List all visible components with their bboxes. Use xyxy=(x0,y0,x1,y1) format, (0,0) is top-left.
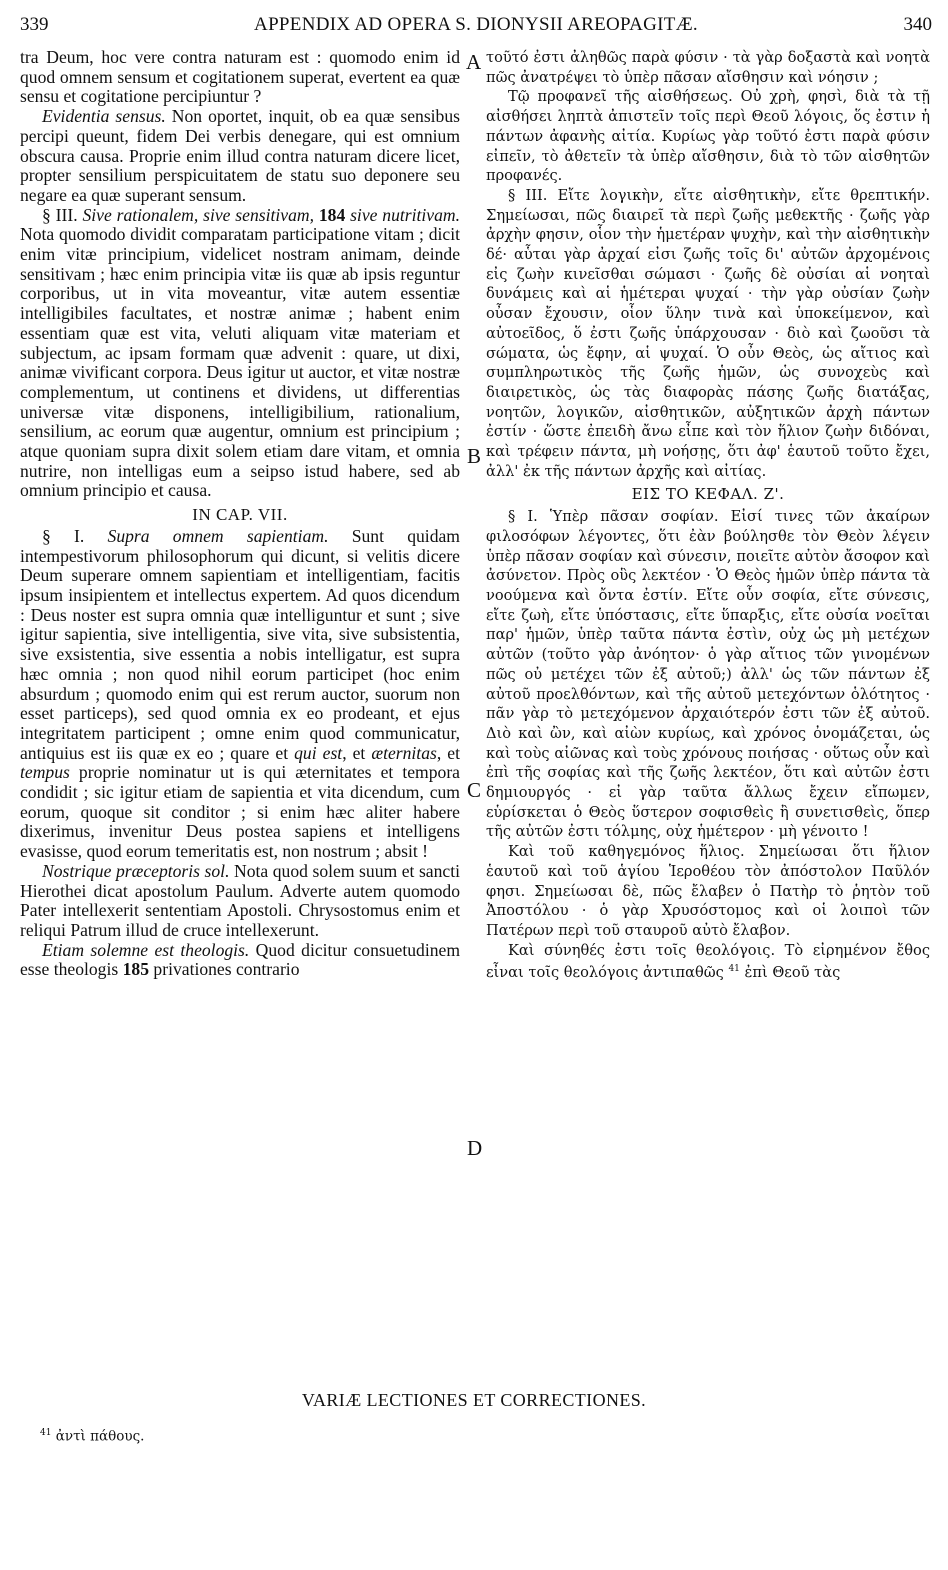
lemma: Supra omnem sapientiam. xyxy=(107,525,329,546)
latin-paragraph: Etiam solemne est theologis. Quod dicitur consuetudinem esse theologis 185 privationes contrario xyxy=(20,939,460,980)
footnote xyxy=(40,1428,144,1445)
page-number-left: 339 xyxy=(20,14,49,35)
latin-column xyxy=(20,48,460,980)
footnote-ref: 41 xyxy=(728,964,740,975)
greek-column xyxy=(486,48,930,983)
lemma: Evidentia sensus. xyxy=(42,106,166,127)
margin-letter-b: B xyxy=(467,444,482,468)
greek-paragraph: τοῦτό ἐστι ἀληθῶς παρὰ φύσιν · τὰ γὰρ δοξαστὰ καὶ νοητὰ πῶς ἀνατρέψει τὸ ὑπὲρ πᾶσαν αἴσθησιν καὶ νόησιν ; xyxy=(486,49,930,86)
greek-paragraph: § III. Εἴτε λογικὴν, εἴτε αἰσθητικὴν, εἴτε θρεπτικήν. Σημείωσαι, πῶς διαιρεῖ τὰ περὶ ζωῆς μεθεκτῆς · ζωῆς γὰρ ἀρχὴν φησιν, οἷον τὴν ἡμετέραν ψυχὴν, καὶ τὴν αἰσθητικὴν δέ· αὗται γὰρ ἀρχαί εἰσι ζωῆς τοῖς δι' αὐτῶν ἀρχομένοις εἰς ζωὴν κινεῖσθαι σώμασι · ζωῆς δὲ οὐσίαι αἱ νοηταὶ δυνάμεις καὶ αἱ ἡμέτεραι ψυχαί · τὴν γὰρ οὐσίαν ζωὴν οὖσαν ἔχουσιν, οἷον ὕλην τινὰ καὶ ὑποκείμενον, καὶ αὐτοεῖδος, ὅ ἐστι ζωῆς ὑπάρχουσαν · διὸ καὶ ζωοῦσι τὰ σώματα, ὡς ἔφην, αἱ ψυχαί. Ὁ οὖν Θεὸς, ὡς αἴτιος καὶ συμπληρωτικὸς τῆς ζωῆς ἡμῶν, ὡς συνοχεὺς καὶ διαιρετικὸς, ὡς τὰς διαφορὰς πάσης ζωῆς διατάξας, νοητῶν, λογικῶν, αἰσθητικῶν, αὐξητικῶν ἀρχὴ πάντων ἐστίν · ὥστε ἐπειδὴ ἄνω εἶπε καὶ τὸν ἥλιον ζωὴν διδόναι, καὶ τρέφειν πάντα, μὴ νοήσῃς, ὅτι ἀφ' ἑαυτοῦ τοῦτο ἔχει, ἀλλ' ἐκ τῆς πάντων ἀρχῆς καὶ αἰτίας. xyxy=(486,186,930,480)
lemma: Ὑπὲρ πᾶσαν σοφίαν. xyxy=(549,508,719,526)
lemma: Καὶ σύνηθές ἐστι τοῖς θεολόγοις. xyxy=(508,941,776,959)
section-mark: § Ι. xyxy=(508,508,550,526)
page-number-right: 340 xyxy=(903,14,932,35)
running-header xyxy=(20,14,932,42)
lemma: Εἴτε λογικὴν, εἴτε αἰσθητικὴν, εἴτε θρεπτικήν. xyxy=(557,186,930,204)
latin-paragraph: § I. Supra omnem sapientiam. Sunt quidam intempestivorum philosophorum qui dicunt, si velitis dicere Deum superare omnem sapientiam et intelligentiam, facitis ipsum insipientem et intellectus expertem. Ad quos dicendum : Deus noster est supra omnia quæ intelliguntur et sunt ; sive igitur sapientia, sive intelligentia, sive vita, sive subsistentia, sive exsistentia, sive essentia a nobis intelligatur, est supra hæc omnia ; non quod nihil eorum participet (hoc enim absurdum ; quomodo enim qui est rerum auctor, suorum non esset particeps), sed quod omnia ex eo prodeant, et ejus integritatem participent ; omne enim quod communicatur, antiquius est iis quæ ex eo ; quare et qui est, et æternitas, et tempus proprie nominatur ut is qui æternitates et tempora condidit ; sic igitur etiam de sapientia et vita dicendum, cum eorum, quoque sit conditor ; si enim hæc aliter habere dixerimus, invenitur Deus postea sapiens et intelligens evasisse, quod eorum temeritatis est, non nostrum ; absit ! xyxy=(20,525,460,862)
lemma: Nostrique præceptoris sol. xyxy=(42,860,230,881)
section-mark: § III. xyxy=(508,186,558,204)
greek-paragraph: Καὶ τοῦ καθηγεμόνος ἥλιος. Σημείωσαι ὅτι ἥλιον ἑαυτοῦ καὶ τοῦ ἁγίου Ἱεροθέου τὸν ἀπόστολον Παῦλόν φησι. Σημείωσαι δὲ, πῶς ἔλαβεν ὁ Πατὴρ τὸ ῥητὸν τοῦ Ἀποστόλου · ὁ γὰρ Χρυσόστομος καὶ οἱ λοιποὶ τῶν Πατέρων περὶ τοῦ σταυροῦ αὐτὸ ἔλαβον. xyxy=(486,843,930,939)
column-number: 185 xyxy=(122,959,150,980)
latin-paragraph: § III. Sive rationalem, sive sensitivam, 184 sive nutritivam. Nota quomodo dividit comparatam participatione vitam ; dicit enim vitæ principium, videlicet nostram animam, deinde sensitivam ; hæc enim principia vitæ iis quæ ab ipsis reguntur corporibus, ut in vita moveantur, vitæ autem essentiæ intelligibiles facultates, et nostræ animæ ; habent enim essentiam quæ est vita, veluti aliquam vitæ materiam et subjectum, ac ipsam formam quæ advenit : quare, ut dixi, animæ vivificant corpora. Deus igitur ut auctor, et vitæ nostræ complementum, ut continens et dividens, ut differentias universæ vitæ disponens, intelligibilium, rationalium, sensilium, ac eorum quæ augentur, omnium est principium ; atque quoniam supra dixit solem etiam dare vitam, et omnia nutrire, non intelligas eum a seipso istud habere, sed ab omnium principio et causa. xyxy=(20,204,460,501)
margin-letter-d: D xyxy=(467,1136,483,1160)
footnote-number: 41 xyxy=(40,1428,52,1438)
margin-letter-a: A xyxy=(466,50,482,74)
latin-paragraph: Evidentia sensus. Non oportet, inquit, ob ea quæ sensibus percipi queunt, fidem Dei verbis denegare, qui est omnium obscura causa. Proprie enim illud contra naturam dicere licet, propter sensilium perspicuitatem de statu suo deponere seu negare ea quæ superant sensum. xyxy=(20,106,460,205)
lemma: Τῷ προφανεῖ τῆς αἰσθήσεως. xyxy=(508,88,733,106)
greek-paragraph: Τῷ προφανεῖ τῆς αἰσθήσεως. Οὐ χρὴ, φησὶ, διὰ τὰ τῇ αἰσθήσει ληπτὰ ἀπιστεῖν τοῖς περὶ Θεοῦ λόγοις, ὅς ἐστιν ἡ πάντων ἀφανὴς αἰτία. Κυρίως γὰρ τοῦτό ἐστι παρὰ φύσιν εἰπεῖν, τὸ ἀθετεῖν τὰ ὑπὲρ αἴσθησιν, διὰ τὸ τῶν αἰσθητῶν προφανές. xyxy=(486,88,930,185)
section-mark: § III. xyxy=(42,204,83,225)
greek-paragraph: Καὶ σύνηθές ἐστι τοῖς θεολόγοις. Τὸ εἰρημένον ἔθος εἶναι τοῖς θεολόγοις ἀντιπαθῶς $^{41}$ ἐπὶ Θεοῦ τὰς xyxy=(486,941,930,982)
column-number: 184 xyxy=(318,204,346,225)
footnote-text: ἀντὶ πάθους. xyxy=(51,1428,145,1445)
latin-paragraph: Nostrique præceptoris sol. Nota quod solem suum et sancti Hierothei dicat apostolum Paulum. Adverte autem quomodo Pater intellexerit sententiam Apostoli. Chrysostomus enim et reliqui Patrum illud de cruce intellexerunt. xyxy=(20,860,460,940)
latin-paragraph: tra Deum, hoc vere contra naturam est : quomodo enim id quod omnem sensum et cogitationem superat, evertent ea quæ sensu et cogitatione percipiuntur ? xyxy=(20,47,460,107)
chapter-heading: IN CAP. VII. xyxy=(192,505,288,525)
margin-letter-c: C xyxy=(467,778,482,802)
lemma: Καὶ τοῦ καθηγεμόνος ἥλιος. xyxy=(508,843,745,861)
running-title: APPENDIX AD OPERA S. DIONYSII AREOPAGITÆ. xyxy=(254,14,698,35)
lemma: Etiam solemne est theologis. xyxy=(42,939,250,960)
lemma: Sive rationalem, sive sensitivam, xyxy=(82,204,319,225)
chapter-heading: ΕΙΣ ΤΟ ΚΕΦΑΛ. Ζ'. xyxy=(631,485,785,504)
greek-paragraph: § Ι. Ὑπὲρ πᾶσαν σοφίαν. Εἰσί τινες τῶν ἀκαίρων φιλοσόφων λέγοντες, ὅτι ἐὰν βούλησθε τὸν Θεὸν λέγειν ὑπὲρ πᾶσαν σοφίαν καὶ σύνεσιν, ποιεῖτε αὐτὸν ἄσοφον καὶ ἀσύνετον. Πρὸς οὓς λεκτέον · Ὁ Θεὸς ἡμῶν ὑπὲρ πάντα τὰ νοούμενα καὶ ὄντα ἐστίν. Εἴτε οὖν σοφία, εἴτε σύνεσις, εἴτε ζωὴ, εἴτε ὑπόστασις, εἴτε ὕπαρξις, εἴτε οὐσία νοεῖται παρ' ἡμῶν, ὑπὲρ ταῦτα πάντα ἐστὶν, οὐχ ὡς μὴ μετέχων αὐτῶν (τοῦτο γὰρ ἀνόητον· ὁ γὰρ αἴτιος τῶν γινομένων πῶς οὐ μετέχει τῶν ἐξ αὐτοῦ;) ἀλλ' ὡς τῶν πάντων ἐξ αὐτοῦ προελθόντων, καὶ τῆς αὐτοῦ μετεχόντων ὁλότητος · πᾶν γὰρ τὸ μετεχόμενον ἀρχαιότερόν ἐστι τῶν ἐξ αὐτοῦ. Διὸ καὶ ὢν, καὶ αἰὼν κυρίως, καὶ χρόνος ὀνομάζεται, ὡς καὶ τοὺς αἰῶνας καὶ τοὺς χρόνους ποιήσας · οὕτως οὖν καὶ ἐπὶ τῆς σοφίας καὶ τῆς ζωῆς λεκτέον, ὅτι καὶ αὐτῶν ἐστι δημιουργός · εἰ γὰρ ταῦτα ἄλλως ἔχειν εἴπωμεν, εὑρίσκεται ὁ Θεὸς ὕστερον σοφισθεὶς ἢ συνετισθεὶς, ὅπερ τῆς αὐτῶν ἐστι τόλμης, οὐχ ἡμέτερον · μὴ γένοιτο ! xyxy=(486,508,931,841)
section-mark: § I. xyxy=(42,525,108,546)
variae-lectiones-heading: VARIÆ LECTIONES ET CORRECTIONES. xyxy=(301,1390,647,1410)
